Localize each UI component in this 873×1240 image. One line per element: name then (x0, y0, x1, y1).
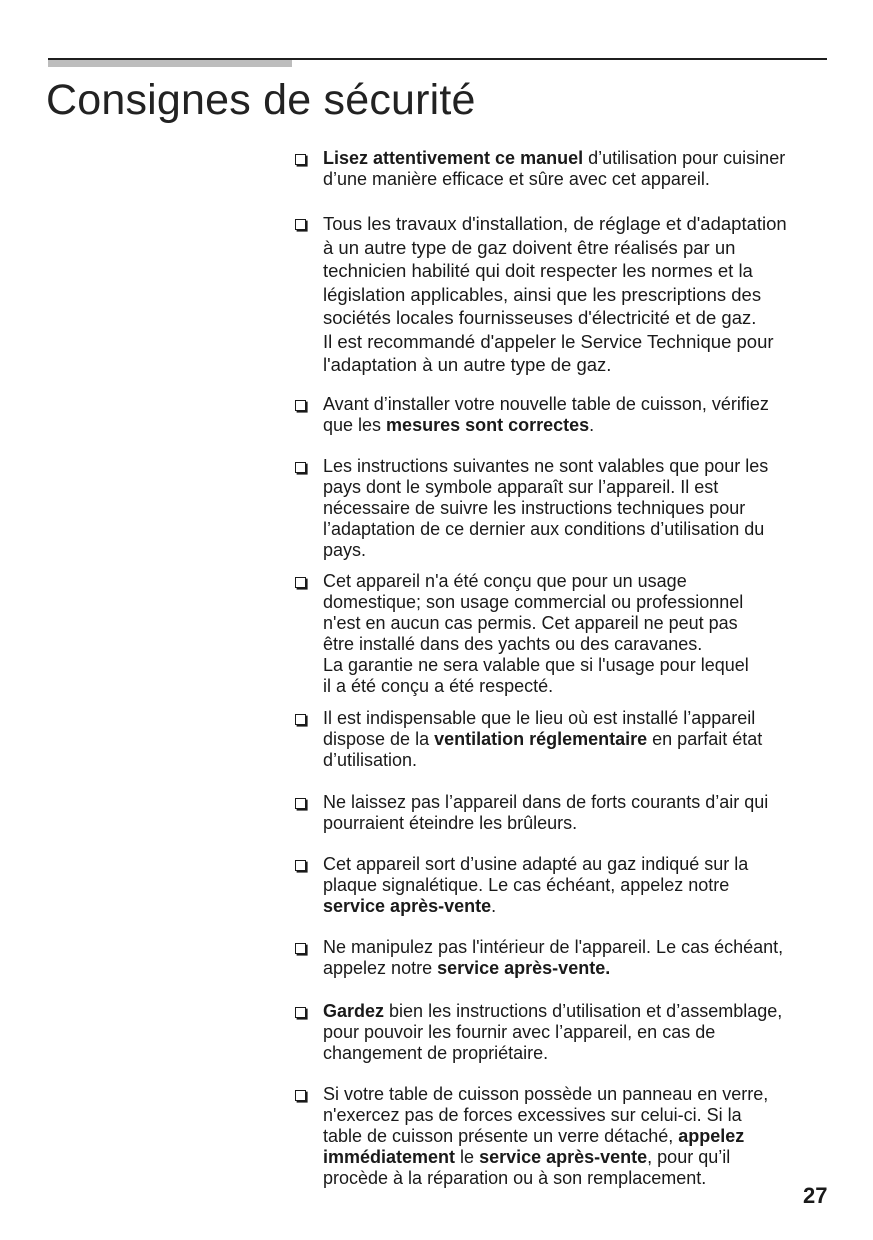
bullet-text (323, 212, 855, 377)
text-line: législation applicables, ainsi que les prescriptions des (323, 283, 762, 305)
text-line: que les mesures sont correctes. (323, 415, 595, 435)
text-line: Si votre table de cuisson possède un panneau en verre, (323, 1084, 769, 1104)
emphasis-text: service après-vente (323, 896, 492, 916)
emphasis-text: Gardez (323, 1001, 385, 1021)
text-line: service après-vente. (323, 896, 497, 916)
checkbox-bullet-icon (295, 462, 306, 473)
bullet-text (323, 1084, 855, 1189)
text-line: il a été conçu a été respecté. (323, 676, 554, 696)
text-line: n'est en aucun cas permis. Cet appareil ne peut pas (323, 613, 738, 633)
checkbox-bullet-icon (295, 154, 306, 165)
text-line: immédiatement le service après-vente, pour qu’il (323, 1147, 731, 1167)
text-line: Lisez attentivement ce manuel d’utilisation pour cuisiner (323, 148, 786, 168)
checkbox-bullet-icon (295, 400, 306, 411)
emphasis-text: Lisez attentivement ce manuel (323, 148, 584, 168)
bullet-text (323, 456, 855, 561)
checkbox-bullet-icon (295, 1090, 306, 1101)
text-line: d’utilisation. (323, 750, 418, 770)
bullet-text (323, 937, 855, 979)
text-line: pays dont le symbole apparaît sur l’appareil. Il est (323, 477, 719, 497)
text-line: domestique; son usage commercial ou professionnel (323, 592, 744, 612)
text-line: d’une manière efficace et sûre avec cet appareil. (323, 169, 710, 189)
emphasis-text: service après-vente. (437, 958, 611, 978)
emphasis-text: mesures sont correctes (386, 415, 590, 435)
emphasis-text: ventilation réglementaire (434, 729, 648, 749)
text-line: Tous les travaux d'installation, de réglage et d'adaptation (323, 213, 787, 234)
text-line: nécessaire de suivre les instructions techniques pour (323, 498, 746, 518)
checkbox-bullet-icon (295, 219, 306, 230)
text-line: pays. (323, 540, 367, 560)
emphasis-text: service après-vente (479, 1147, 648, 1167)
bullet-text (323, 394, 855, 436)
text-line: Les instructions suivantes ne sont valables que pour les (323, 456, 769, 476)
bullet-text (323, 571, 855, 697)
text-line: à un autre type de gaz doivent être réalisés par un (323, 236, 736, 258)
checkbox-bullet-icon (295, 943, 306, 954)
text-line: Cet appareil n'a été conçu que pour un usage (323, 571, 687, 591)
bullet-text (323, 1001, 855, 1064)
checkbox-bullet-icon (295, 1007, 306, 1018)
page-number: 27 (803, 1183, 828, 1208)
page-title: Consignes de sécurité (46, 76, 476, 124)
bullet-text (323, 708, 855, 771)
bullet-text (323, 792, 855, 834)
text-line: être installé dans des yachts ou des caravanes. (323, 634, 703, 654)
text-line: procède à la réparation ou à son remplacement. (323, 1168, 707, 1188)
text-line: pour pouvoir les fournir avec l’appareil, en cas de (323, 1022, 716, 1042)
text-line: n'exercez pas de forces excessives sur celui-ci. Si la (323, 1105, 742, 1125)
text-line: table de cuisson présente un verre détaché, appelez (323, 1126, 745, 1146)
text-line: Avant d’installer votre nouvelle table de cuisson, vérifiez (323, 394, 769, 414)
checkbox-bullet-icon (295, 714, 306, 725)
checkbox-bullet-icon (295, 798, 306, 809)
bullet-text (323, 854, 855, 917)
text-line: Il est indispensable que le lieu où est installé l’appareil (323, 708, 756, 728)
text-line: sociétés locales fournisseuses d'électricité et de gaz. (323, 307, 757, 328)
text-line: pourraient éteindre les brûleurs. (323, 813, 578, 833)
text-line: technicien habilité qui doit respecter les normes et la (323, 260, 753, 281)
text-line: Cet appareil sort d’usine adapté au gaz indiqué sur la (323, 854, 749, 874)
emphasis-text: appelez (678, 1126, 745, 1146)
text-line: Gardez bien les instructions d’utilisation et d’assemblage, (323, 1001, 783, 1021)
checkbox-bullet-icon (295, 577, 306, 588)
bullet-text (323, 148, 855, 190)
text-line: Ne laissez pas l’appareil dans de forts courants d’air qui (323, 792, 769, 812)
text-line: changement de propriétaire. (323, 1043, 549, 1063)
text-line: l’adaptation de ce dernier aux conditions d’utilisation du (323, 519, 765, 539)
text-line: Ne manipulez pas l'intérieur de l'appareil. Le cas échéant, (323, 937, 784, 957)
checkbox-bullet-icon (295, 860, 306, 871)
text-line: appelez notre service après-vente. (323, 958, 611, 978)
header-accent-bar (48, 60, 292, 67)
text-line: Il est recommandé d'appeler le Service Technique pour (323, 330, 774, 352)
emphasis-text: immédiatement (323, 1147, 456, 1167)
text-line: l'adaptation à un autre type de gaz. (323, 354, 612, 375)
text-line: La garantie ne sera valable que si l'usage pour lequel (323, 655, 749, 675)
text-line: dispose de la ventilation réglementaire en parfait état (323, 729, 763, 749)
text-line: plaque signalétique. Le cas échéant, appelez notre (323, 875, 730, 895)
